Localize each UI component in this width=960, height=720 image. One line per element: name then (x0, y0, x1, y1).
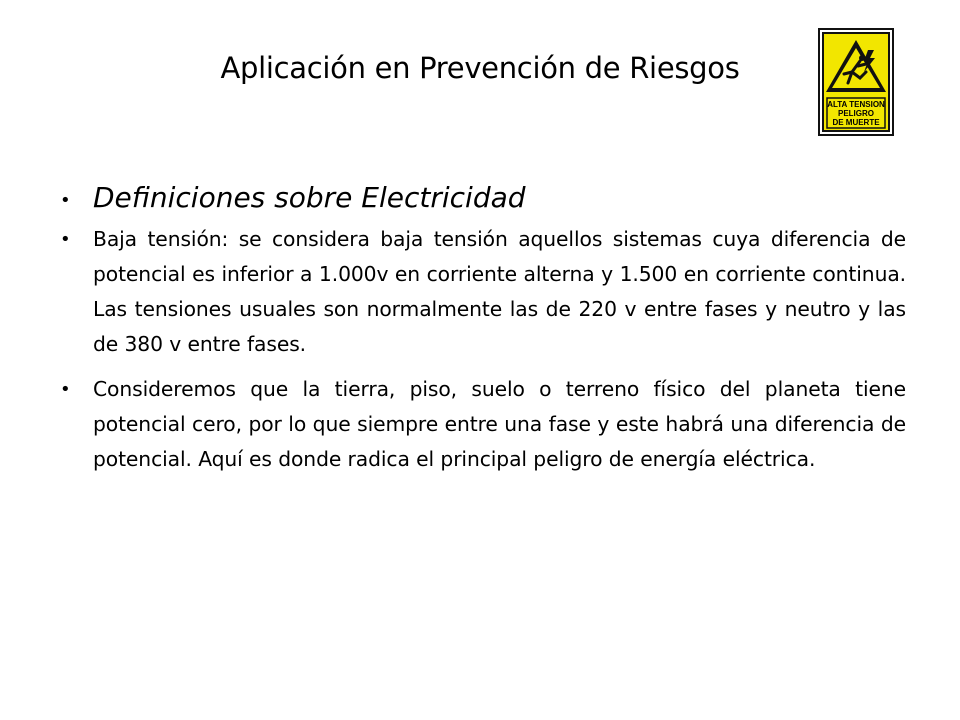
bullet-text: Definiciones sobre Electricidad (93, 181, 526, 214)
bullet-item-baja-tension (60, 222, 906, 362)
high-voltage-warning-icon (818, 28, 894, 136)
sign-line-3: DE MUERTE (832, 118, 880, 127)
bullet-item-definiciones (60, 178, 906, 218)
bullet-dot-icon: • (60, 190, 71, 211)
bullet-dot-icon: • (60, 229, 71, 250)
sign-line-1: ALTA TENSION (827, 100, 885, 109)
bullet-item-potencial-cero (60, 372, 906, 477)
bullet-dot-icon: • (60, 379, 71, 400)
bullet-text: Baja tensión: se considera baja tensión aquellos sistemas cuya diferencia de potencial es inferior a 1.000v en corriente alterna y 1.500 en corriente continua. Las tensiones usuales son normalmente las de 220 v entre fases y neutro y las de 380 v entre fases. (93, 227, 906, 356)
bullet-list (60, 178, 906, 477)
slide-title: Aplicación en Prevención de Riesgos (220, 51, 740, 85)
bullet-text: Consideremos que la tierra, piso, suelo o terreno físico del planeta tiene potencial cero, por lo que siempre entre una fase y este habrá una diferencia de potencial. Aquí es donde radica el principal peligro de energía eléctrica. (93, 377, 906, 471)
sign-line-2: PELIGRO (837, 109, 875, 118)
